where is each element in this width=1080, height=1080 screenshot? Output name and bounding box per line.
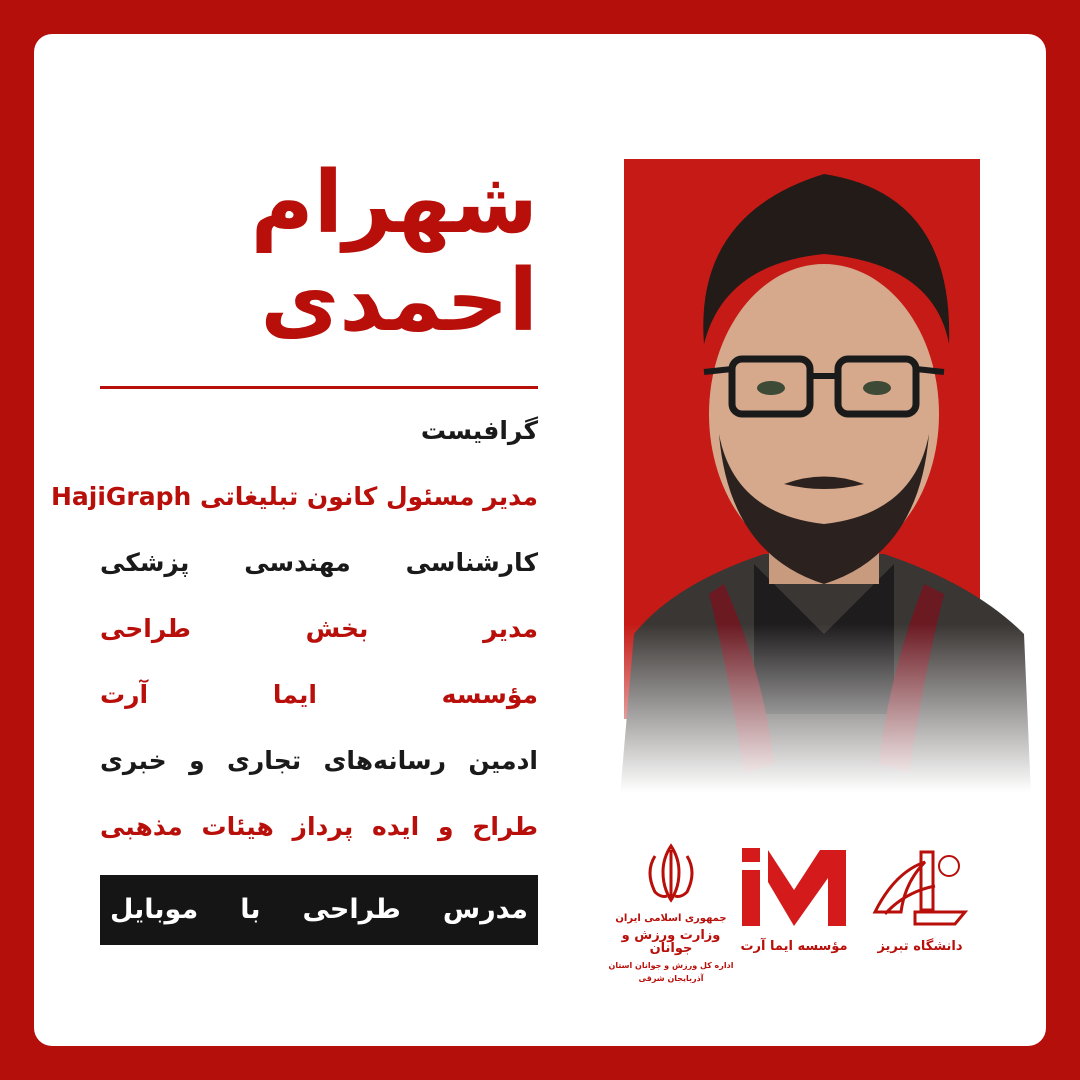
profile-text xyxy=(50,153,538,945)
last-name: احمدی xyxy=(260,251,538,351)
divider xyxy=(100,386,538,389)
title-line: طراح و ایده پرداز هیئات مذهبی xyxy=(100,812,538,841)
ima-caption: مؤسسه ایما آرت xyxy=(740,939,848,954)
photo-fade xyxy=(594,624,1046,864)
title-line: مؤسسه ایما آرت xyxy=(100,680,538,709)
ministry-logo xyxy=(606,842,736,985)
title-list xyxy=(50,411,538,873)
title-line: مدیر بخش طراحی xyxy=(100,614,538,643)
title-line: کارشناسی مهندسی پزشکی xyxy=(100,548,538,577)
ministry-line3: اداره کل ورزش و جوانان استان آذربایجان شرقی xyxy=(608,961,734,983)
title-line: مدیر مسئول کانون تبلیغاتی HajiGraph xyxy=(50,482,538,511)
title-line: گرافیست xyxy=(420,416,538,445)
first-name: شهرام xyxy=(250,153,538,253)
ministry-line2: وزارت ورزش و جوانان xyxy=(621,928,721,956)
ima-logo xyxy=(734,842,854,953)
university-caption: دانشگاه تبریز xyxy=(877,939,963,954)
iran-emblem-icon xyxy=(641,842,701,904)
university-logo xyxy=(860,842,980,953)
ministry-line1: جمهوری اسلامی ایران xyxy=(615,913,727,924)
title-line: ادمین رسانه‌های تجاری و خبری xyxy=(100,746,538,775)
ima-art-icon xyxy=(738,842,850,932)
tabriz-university-icon xyxy=(865,842,975,932)
teacher-badge: مدرس طراحی با موبایل xyxy=(100,875,538,945)
poster-frame xyxy=(34,34,1046,1046)
